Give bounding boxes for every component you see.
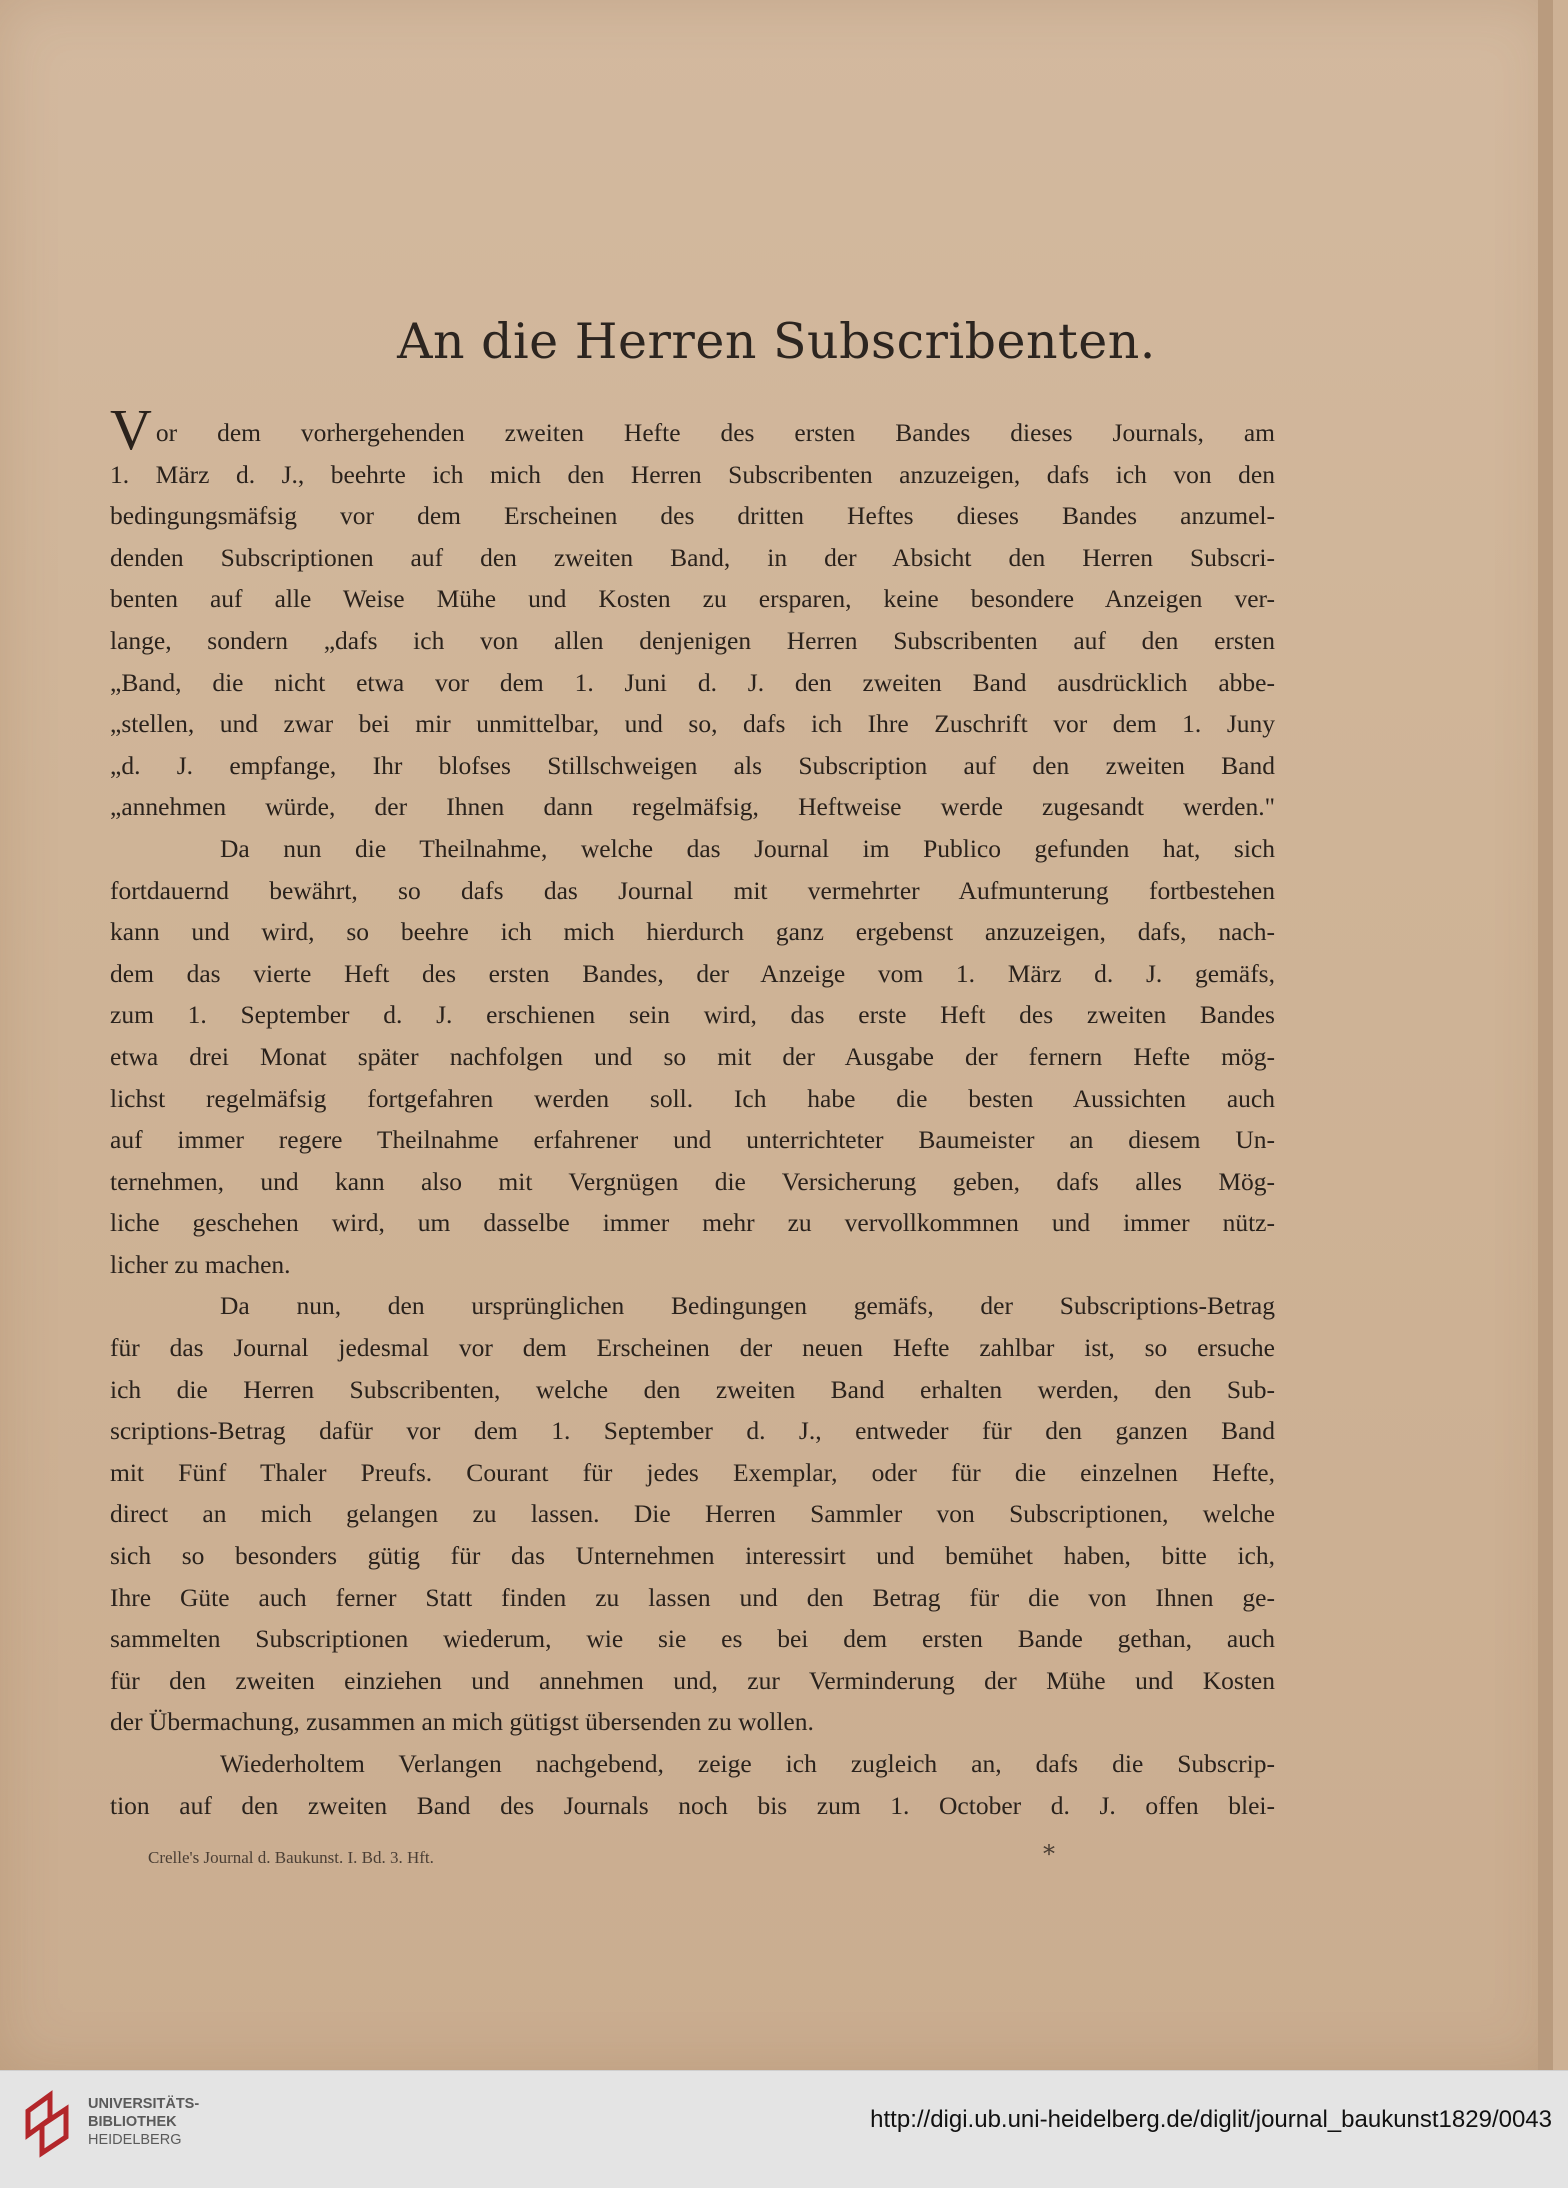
text-line: auf immer regere Theilnahme erfahrener und unterrichteter Baumeister an diesem Un-: [110, 1125, 1275, 1155]
text-line: der Übermachung, zusammen an mich gütigst übersenden zu wollen.: [110, 1707, 814, 1737]
text-line: scriptions-Betrag dafür vor dem 1. September d. J., entweder für den ganzen Band: [110, 1416, 1275, 1446]
text-line: direct an mich gelangen zu lassen. Die Herren Sammler von Subscriptionen, welche: [110, 1499, 1275, 1529]
page-edge: [1538, 0, 1553, 2070]
text-line: Da nun die Theilnahme, welche das Journal im Publico gefunden hat, sich: [220, 833, 1275, 863]
text-line: Vor dem vorhergehenden zweiten Hefte des ersten Bandes dieses Journals, am: [110, 397, 1275, 462]
text-line: liche geschehen wird, um dasselbe immer mehr zu vervollkommnen und immer nütz-: [110, 1208, 1275, 1238]
text-line: sich so besonders gütig für das Unternehmen interessirt und bemühet haben, bitte ich,: [110, 1541, 1275, 1571]
text-line: dem das vierte Heft des ersten Bandes, der Anzeige vom 1. März d. J. gemäfs,: [110, 958, 1275, 988]
text-line: Da nun, den ursprünglichen Bedingungen gemäfs, der Subscriptions-Betrag: [220, 1291, 1275, 1321]
text-line: „annehmen würde, der Ihnen dann regelmäfsig, Heftweise werde zugesandt werden.": [110, 792, 1275, 822]
source-url[interactable]: http://digi.ub.uni-heidelberg.de/diglit/journal_baukunst1829/0043: [870, 2106, 1552, 2133]
body-text: [110, 397, 1275, 1826]
text-line: lichst regelmäfsig fortgefahren werden soll. Ich habe die besten Aussichten auch: [110, 1083, 1275, 1113]
text-line: zum 1. September d. J. erschienen sein wird, das erste Heft des zweiten Bandes: [110, 1000, 1275, 1030]
text-line: mit Fünf Thaler Preufs. Courant für jedes Exemplar, oder für die einzelnen Hefte,: [110, 1457, 1275, 1487]
text-line: etwa drei Monat später nachfolgen und so mit der Ausgabe der fernern Hefte mög-: [110, 1041, 1275, 1071]
library-logo-icon: [20, 2089, 78, 2159]
text-line: benten auf alle Weise Mühe und Kosten zu ersparen, keine besondere Anzeigen ver-: [110, 584, 1275, 614]
text-line: lange, sondern „dafs ich von allen denjenigen Herren Subscribenten auf den ersten: [110, 625, 1275, 655]
text-line: Ihre Güte auch ferner Statt finden zu lassen und den Betrag für die von Ihnen ge-: [110, 1582, 1275, 1612]
text-line: für den zweiten einziehen und annehmen und, zur Verminderung der Mühe und Kosten: [110, 1665, 1275, 1695]
text-line: fortdauernd bewährt, so dafs das Journal mit vermehrter Aufmunterung fortbestehen: [110, 875, 1275, 905]
drop-cap: V: [110, 397, 152, 462]
viewer-footer-bar: [0, 2070, 1568, 2188]
text-line: 1. März d. J., beehrte ich mich den Herren Subscribenten anzuzeigen, dafs ich von den: [110, 459, 1275, 489]
text-line: für das Journal jedesmal vor dem Erscheinen der neuen Hefte zahlbar ist, so ersuche: [110, 1333, 1275, 1363]
signature-mark: *: [1043, 1840, 1055, 1868]
text-line: denden Subscriptionen auf den zweiten Band, in der Absicht den Herren Subscri-: [110, 542, 1275, 572]
text-line: Wiederholtem Verlangen nachgebend, zeige ich zugleich an, dafs die Subscrip-: [220, 1749, 1275, 1778]
page-title: An die Herren Subscribenten.: [397, 313, 1156, 370]
text-line: „Band, die nicht etwa vor dem 1. Juni d. J. den zweiten Band ausdrücklich abbe-: [110, 667, 1275, 697]
text-line: sammelten Subscriptionen wiederum, wie sie es bei dem ersten Bande gethan, auch: [110, 1624, 1275, 1654]
text-line: kann und wird, so beehre ich mich hierdurch ganz ergebenst anzuzeigen, dafs, nach-: [110, 917, 1275, 947]
text-line: tion auf den zweiten Band des Journals noch bis zum 1. October d. J. offen blei-: [110, 1790, 1275, 1820]
text-line: ternehmen, und kann also mit Vergnügen die Versicherung geben, dafs alles Mög-: [110, 1166, 1275, 1196]
text-line: licher zu machen.: [110, 1249, 291, 1279]
text-line: bedingungsmäfsig vor dem Erscheinen des dritten Heftes dieses Bandes anzumel-: [110, 501, 1275, 531]
signature-line: Crelle's Journal d. Baukunst. I. Bd. 3. Hft.: [148, 1848, 434, 1867]
text-line: „d. J. empfange, Ihr blofses Stillschweigen als Subscription auf den zweiten Band: [110, 750, 1275, 780]
text-line: „stellen, und zwar bei mir unmittelbar, und so, dafs ich Ihre Zuschrift vor dem 1. Juny: [110, 709, 1275, 739]
text-line: ich die Herren Subscribenten, welche den zweiten Band erhalten werden, den Sub-: [110, 1374, 1275, 1404]
library-logo-text: UNIVERSITÄTS- BIBLIOTHEK HEIDELBERG: [88, 2096, 200, 2148]
